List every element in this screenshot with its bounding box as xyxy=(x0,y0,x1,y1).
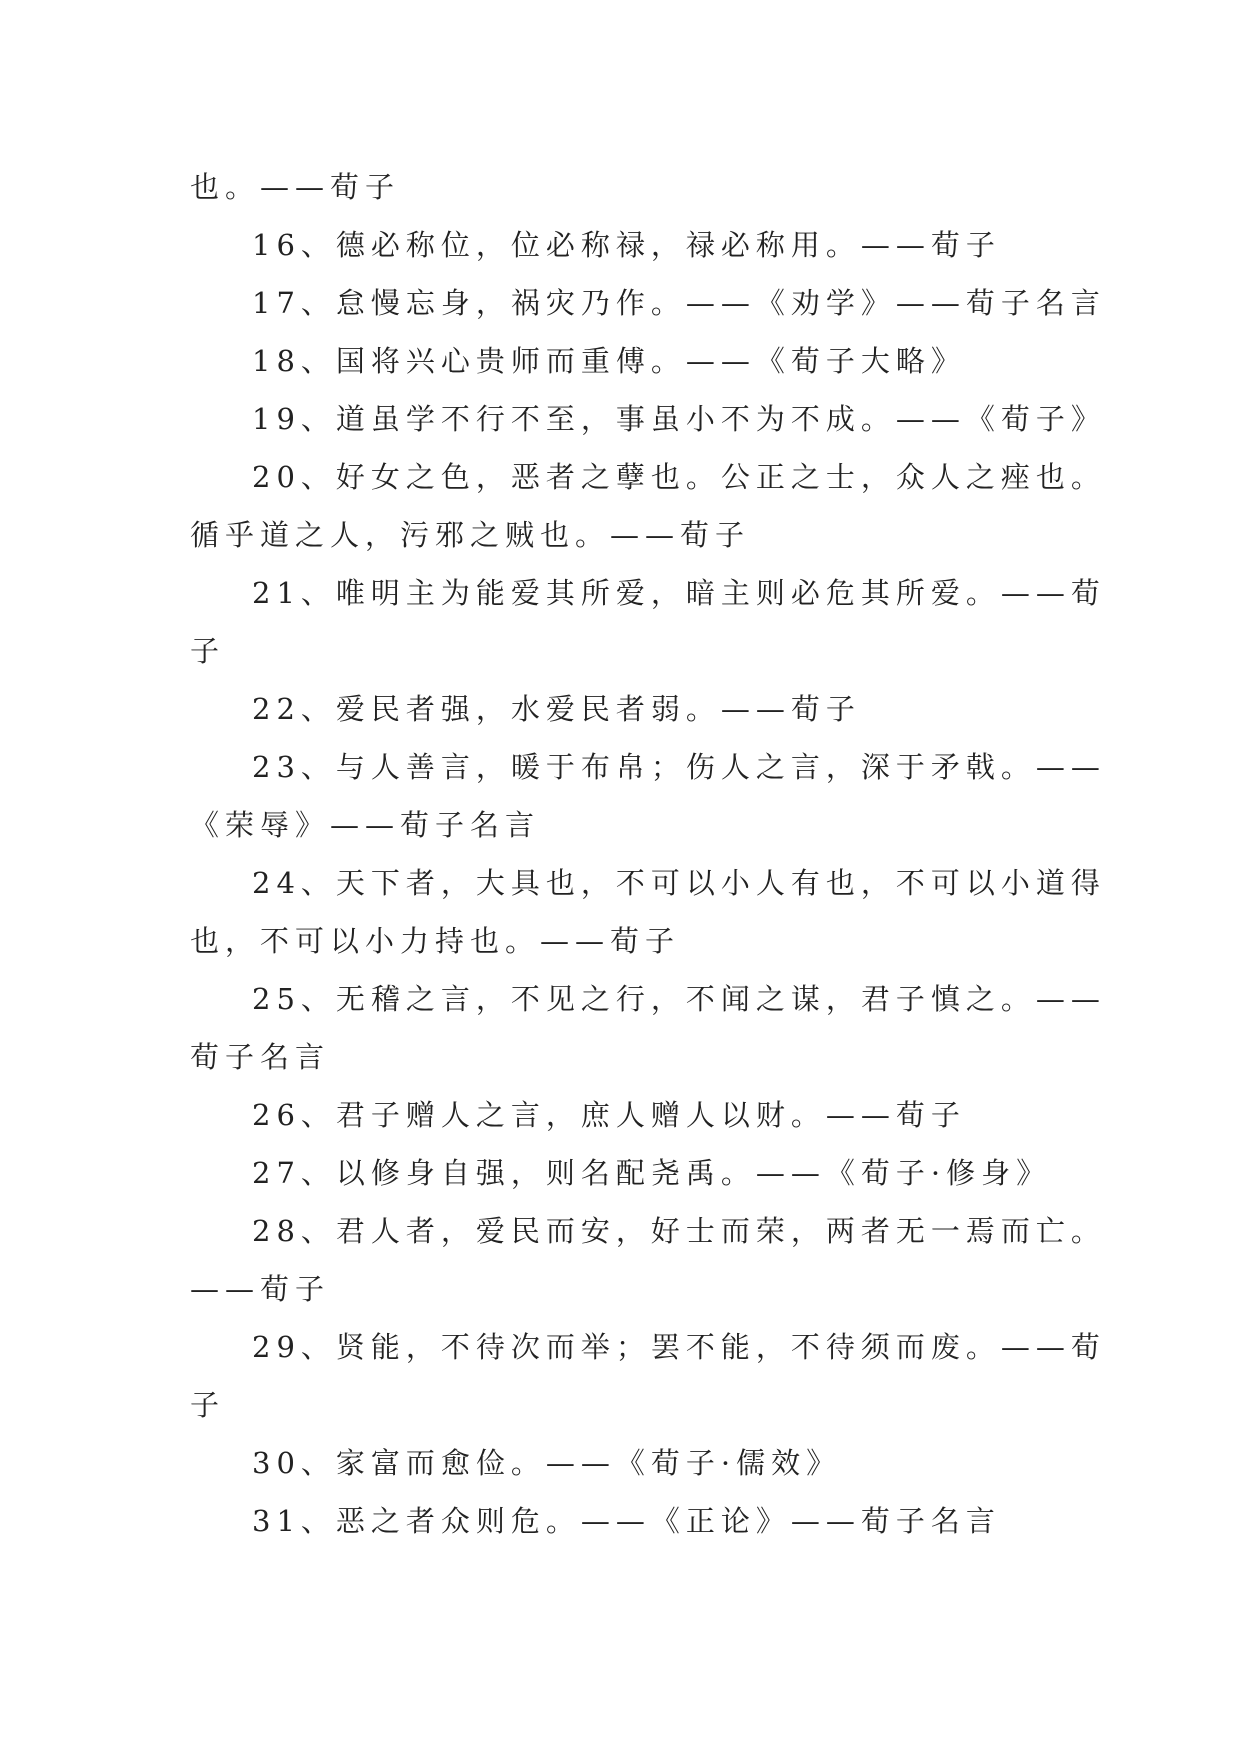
quote-18: 18、国将兴心贵师而重傅。——《荀子大略》 xyxy=(252,344,966,378)
text-line: 子 xyxy=(190,634,226,668)
quote-24: 24、天下者，大具也，不可以小人有也，不可以小道得 xyxy=(252,866,1106,900)
text-line: 循乎道之人，污邪之贼也。——荀子 xyxy=(190,518,751,552)
quote-27: 27、以修身自强，则名配尧禹。——《荀子·修身》 xyxy=(252,1156,1052,1190)
quote-26: 26、君子赠人之言，庶人赠人以财。——荀子 xyxy=(252,1098,966,1132)
quote-19: 19、道虽学不行不至，事虽小不为不成。——《荀子》 xyxy=(252,402,1106,436)
text-line: 荀子名言 xyxy=(190,1040,331,1074)
quote-20: 20、好女之色，恶者之孽也。公正之士，众人之痤也。 xyxy=(252,460,1106,494)
text-line: 《荣辱》——荀子名言 xyxy=(190,808,541,842)
quote-22: 22、爱民者强，水爱民者弱。——荀子 xyxy=(252,692,861,726)
quote-25: 25、无稽之言，不见之行，不闻之谋，君子慎之。—— xyxy=(252,982,1106,1016)
quote-21: 21、唯明主为能爱其所爱，暗主则必危其所爱。——荀 xyxy=(252,576,1106,610)
quote-31: 31、恶之者众则危。——《正论》——荀子名言 xyxy=(252,1504,1001,1538)
text-line: 也。——荀子 xyxy=(190,170,401,204)
quote-16: 16、德必称位，位必称禄，禄必称用。——荀子 xyxy=(252,228,1001,262)
text-line: 子 xyxy=(190,1388,226,1422)
text-line: ——荀子 xyxy=(190,1272,331,1306)
quote-28: 28、君人者，爱民而安，好士而荣，两者无一焉而亡。 xyxy=(252,1214,1106,1248)
quote-30: 30、家富而愈俭。——《荀子·儒效》 xyxy=(252,1446,842,1480)
text-line: 也，不可以小力持也。——荀子 xyxy=(190,924,681,958)
document-body xyxy=(190,158,1106,1550)
quote-29: 29、贤能，不待次而举；罢不能，不待须而废。——荀 xyxy=(252,1330,1106,1364)
quote-17: 17、怠慢忘身，祸灾乃作。——《劝学》——荀子名言 xyxy=(252,286,1106,320)
quote-23: 23、与人善言，暖于布帛；伤人之言，深于矛戟。—— xyxy=(252,750,1106,784)
